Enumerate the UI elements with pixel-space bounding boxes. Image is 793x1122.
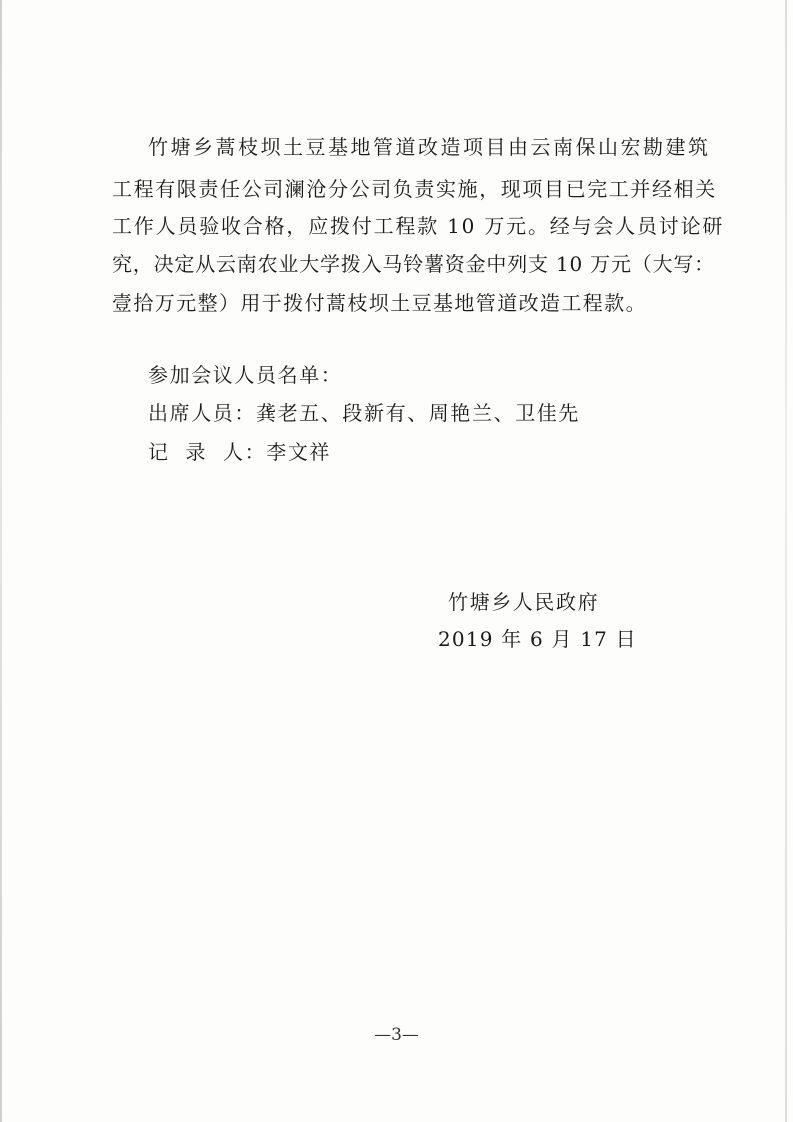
attendees-present: 出席人员：龚老五、段新有、周艳兰、卫佳先	[148, 401, 580, 425]
page-number: —3—	[374, 1025, 419, 1045]
attendees-title: 参加会议人员名单：	[148, 363, 343, 387]
paragraph-line: 工程有限责任公司澜沧分公司负责实施，现项目已完工并经相关	[112, 177, 717, 201]
issue-date: 2019 年 6 月 17 日	[438, 627, 637, 651]
scan-edge-right	[785, 0, 787, 1122]
scan-edge-left	[0, 0, 2, 1122]
issuer-name: 竹塘乡人民政府	[448, 590, 600, 614]
paragraph-line: 究，决定从云南农业大学拨入马铃薯资金中列支 10 万元（大写：	[112, 252, 715, 276]
paragraph-line: 工作人员验收合格，应拨付工程款 10 万元。经与会人员讨论研	[112, 214, 725, 238]
paragraph-line: 竹塘乡蒿枝坝土豆基地管道改造项目由云南保山宏勘建筑	[148, 135, 711, 159]
attendees-recorder: 记 录 人：李文祥	[148, 440, 332, 464]
paragraph-line: 壹拾万元整）用于拨付蒿枝坝土豆基地管道改造工程款。	[112, 291, 647, 315]
